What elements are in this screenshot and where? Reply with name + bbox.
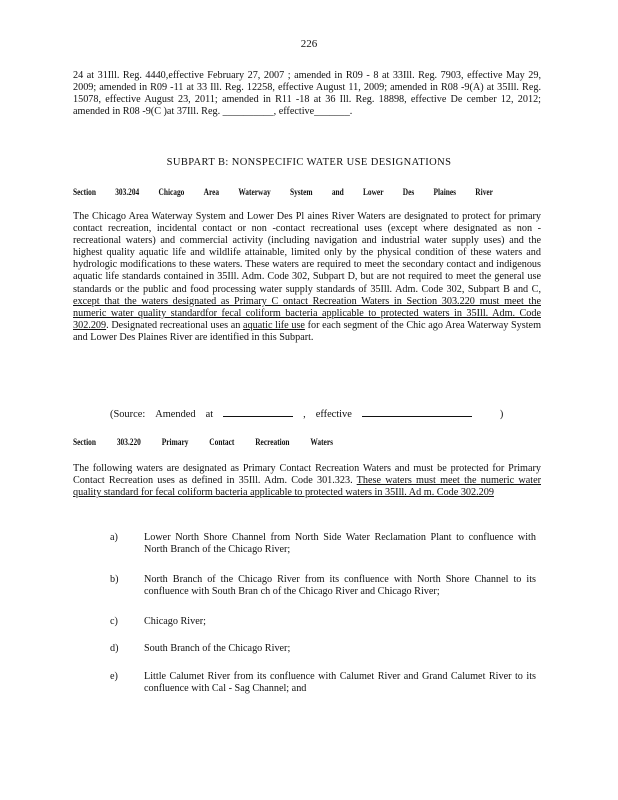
amended-text: , except that the waters designated as Primary C ontact Recreation Waters in Section 303.220 must meet the numeric water quality standardfor fecal coliform bacteria applicable to protected waters in 35Ill. Adm. Code 302.209 [73, 283, 541, 331]
section-word: Chicago [158, 186, 185, 198]
history-text: 24 at 31Ill. Reg. 4440,effective February 27, 2007 ; amended in R09 - 8 at 33Ill. Reg. 7903, effective May 29, 2009; amended in R09 -11 at 33 Ill. Reg. 12258, effective August 11, 2009; amended in R08 -9(A) at 35Ill. Reg. 15078, effective August 23, 2011; amended in R11 -18 at 36 Ill. Reg. 18898, effective De cember 12, 2012; amended in R08 -9(C )at 37Ill. Reg. __________, effective_______. [73, 70, 541, 118]
section-word: River [475, 186, 493, 198]
body-text: The following waters are designated as Primary Contact Recreation Waters and must be protected for Primary Contact Recreation uses as defined in 35Ill. Adm. Code 301.323. [73, 463, 541, 487]
section-word: and [331, 186, 344, 198]
body-text: The Chicago Area Waterway System and Lower Des Pl aines River Waters are designated to protect for primary contact recreation, incidental contact or non -contact recreational uses (except where designated as non -recreational waters) and commercial activity (including navigation and industrial water supply uses) and the highest quality aquatic life and wildlife attainable, limited only by the physical condition of these waters and hydrologic modifications to these waters. These waters are required to meet the secondary contact and indigenous aquatic life standards contained in 35Ill. Adm. Code 302, Subpart D, but are not required to meet the general use standards or the public and food processing water supply standards of 35Ill. Adm. Code 302, Subpart B and C [73, 211, 541, 295]
section-303-220-paragraph [73, 463, 541, 499]
item-label: b) [110, 574, 119, 585]
section-word: Section [73, 436, 96, 448]
source-amended: Amended [155, 409, 196, 420]
amended-blank [223, 406, 293, 417]
amended-text: aquatic life use [243, 319, 305, 331]
item-text: Little Calumet River from its confluence with Calumet River and Grand Calumet River to its confluence with Cal - Sag Channel; and [144, 671, 536, 695]
page-number: 226 [300, 38, 318, 50]
item-text: North Branch of the Chicago River from its confluence with North Shore Channel to its confluence with South Bran ch of the Chicago River and Chicago River; [144, 574, 536, 598]
section-word: Contact [209, 436, 235, 448]
section-word: Primary [161, 436, 189, 448]
item-text: South Branch of the Chicago River; [144, 643, 291, 654]
section-303-220-heading [73, 436, 333, 447]
section-303-204-paragraph [73, 211, 541, 344]
section-word: Des [402, 186, 415, 198]
section-word: Recreation [255, 436, 290, 448]
body-text: for each segment of the Chic ago Area Waterway System and Lower Des Plaines River are identified in this Subpart. [73, 319, 541, 343]
subpart-heading: SUBPART B: NONSPECIFIC WATER USE DESIGNATIONS [166, 157, 452, 168]
body-text: . Designated recreational uses an [106, 319, 241, 331]
item-label: a) [110, 532, 118, 543]
section-word: 303.220 [116, 436, 141, 448]
section-303-220-body [73, 463, 541, 499]
source-close: ) [499, 409, 504, 420]
section-word: Section [73, 186, 96, 198]
section-word: Waterway [238, 186, 271, 198]
amended-text: These waters must meet the numeric water quality standard for fecal coliform bacteria applicable to protected waters in 35Ill. Ad m. Code 302.209 [73, 475, 541, 499]
section-303-204-body [73, 211, 541, 344]
item-text: Lower North Shore Channel from North Side Water Reclamation Plant to confluence with North Branch of the Chicago River; [144, 532, 536, 556]
item-label: d) [110, 643, 119, 654]
item-label: e) [110, 671, 118, 682]
source-effective: effective [315, 409, 352, 420]
section-word: Area [203, 186, 220, 198]
item-text: Chicago River; [144, 616, 206, 627]
source-line: (Source: Amended at , effective ) [110, 406, 503, 420]
history-note [73, 70, 541, 118]
section-word: 303.204 [115, 186, 140, 198]
section-word: Lower [362, 186, 384, 198]
section-word: Waters [310, 436, 333, 448]
source-at: at [205, 409, 214, 420]
section-303-204-heading [73, 186, 493, 197]
section-word: System [289, 186, 313, 198]
section-word: Plaines [433, 186, 457, 198]
effective-blank [362, 406, 472, 417]
source-open: (Source: [110, 409, 146, 420]
item-label: c) [110, 616, 118, 627]
